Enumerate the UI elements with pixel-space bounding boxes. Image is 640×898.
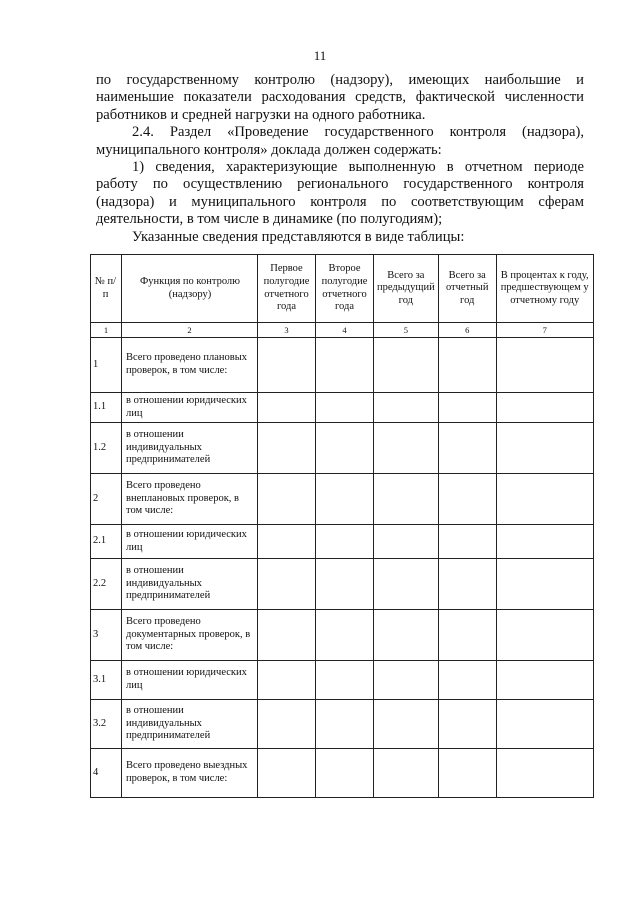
cell-previous-year [374,393,439,423]
row-number: 3 [91,610,122,661]
row-function: Всего проведено плановых проверок, в том числе: [122,338,258,393]
header-percent: В процентах к году, предшествующем у отчетному году [496,255,593,323]
cell-previous-year [374,559,439,610]
column-number-3: 3 [258,323,316,338]
row-function: Всего проведено документарных проверок, в том числе: [122,610,258,661]
cell-second-half [316,474,374,525]
cell-reporting-year [438,423,496,474]
cell-previous-year [374,423,439,474]
cell-first-half [258,474,316,525]
cell-reporting-year [438,661,496,700]
cell-previous-year [374,338,439,393]
row-number: 3.2 [91,700,122,749]
table-header-row [91,255,594,323]
table-row [91,393,594,423]
cell-second-half [316,610,374,661]
table-row [91,610,594,661]
cell-previous-year [374,749,439,798]
cell-second-half [316,661,374,700]
column-number-5: 5 [374,323,439,338]
inspection-report-table [90,254,594,798]
row-function: Всего проведено выездных проверок, в том числе: [122,749,258,798]
paragraph-section-2-4: 2.4. Раздел «Проведение государственного контроля (надзора), муниципального контроля» доклада должен содержать: [96,124,584,158]
header-number: № п/п [91,255,122,323]
table-row [91,700,594,749]
row-number: 2 [91,474,122,525]
row-number: 3.1 [91,661,122,700]
cell-percent [496,749,593,798]
table-row [91,661,594,700]
cell-first-half [258,525,316,559]
row-function: в отношении юридических лиц [122,525,258,559]
cell-first-half [258,393,316,423]
column-number-6: 6 [438,323,496,338]
column-number-1: 1 [91,323,122,338]
column-number-7: 7 [496,323,593,338]
cell-previous-year [374,474,439,525]
cell-first-half [258,749,316,798]
cell-previous-year [374,525,439,559]
cell-reporting-year [438,559,496,610]
cell-reporting-year [438,338,496,393]
row-function: в отношении индивидуальных предпринимателей [122,700,258,749]
table-row [91,749,594,798]
cell-second-half [316,393,374,423]
column-number-4: 4 [316,323,374,338]
cell-previous-year [374,700,439,749]
cell-percent [496,661,593,700]
table-row [91,559,594,610]
cell-percent [496,474,593,525]
cell-previous-year [374,661,439,700]
cell-first-half [258,661,316,700]
cell-second-half [316,700,374,749]
header-reporting-year: Всего за отчетный год [438,255,496,323]
cell-reporting-year [438,610,496,661]
cell-second-half [316,525,374,559]
cell-previous-year [374,610,439,661]
row-function: в отношении юридических лиц [122,393,258,423]
cell-percent [496,525,593,559]
cell-percent [496,559,593,610]
cell-first-half [258,700,316,749]
table-row [91,525,594,559]
cell-reporting-year [438,749,496,798]
row-number: 4 [91,749,122,798]
cell-second-half [316,338,374,393]
cell-first-half [258,559,316,610]
row-function: в отношении индивидуальных предпринимателей [122,423,258,474]
header-function: Функция по контролю (надзору) [122,255,258,323]
paragraph-item-1: 1) сведения, характеризующие выполненную в отчетном периоде работу по осуществлению регионального государственного контроля (надзора) и муниципального контроля по соответствующим сферам деятельности, в том числе в динамике (по полугодиям); [96,159,584,228]
cell-reporting-year [438,474,496,525]
header-second-half: Второе полугодие отчетного года [316,255,374,323]
cell-reporting-year [438,700,496,749]
header-previous-year: Всего за предыдущий год [374,255,439,323]
column-number-2: 2 [122,323,258,338]
cell-first-half [258,338,316,393]
header-first-half: Первое полугодие отчетного года [258,255,316,323]
table-row [91,338,594,393]
row-function: в отношении юридических лиц [122,661,258,700]
cell-reporting-year [438,525,496,559]
row-number: 1 [91,338,122,393]
cell-second-half [316,559,374,610]
row-number: 1.2 [91,423,122,474]
cell-percent [496,700,593,749]
row-number: 1.1 [91,393,122,423]
cell-percent [496,423,593,474]
cell-percent [496,393,593,423]
row-function: Всего проведено внеплановых проверок, в том числе: [122,474,258,525]
paragraph-table-intro: Указанные сведения представляются в виде таблицы: [132,228,465,245]
table-column-numbers-row [91,323,594,338]
row-function: в отношении индивидуальных предпринимателей [122,559,258,610]
cell-first-half [258,423,316,474]
cell-first-half [258,610,316,661]
table-row [91,423,594,474]
page-number: 11 [313,48,327,63]
paragraph-continuation: по государственному контролю (надзору), имеющих наибольшие и наименьшие показатели расходования средств, фактической численности работников и средней нагрузки на одного работника. [96,72,584,123]
cell-second-half [316,423,374,474]
cell-reporting-year [438,393,496,423]
row-number: 2.2 [91,559,122,610]
cell-second-half [316,749,374,798]
body-text [96,72,584,246]
table-row [91,474,594,525]
cell-percent [496,610,593,661]
row-number: 2.1 [91,525,122,559]
cell-percent [496,338,593,393]
